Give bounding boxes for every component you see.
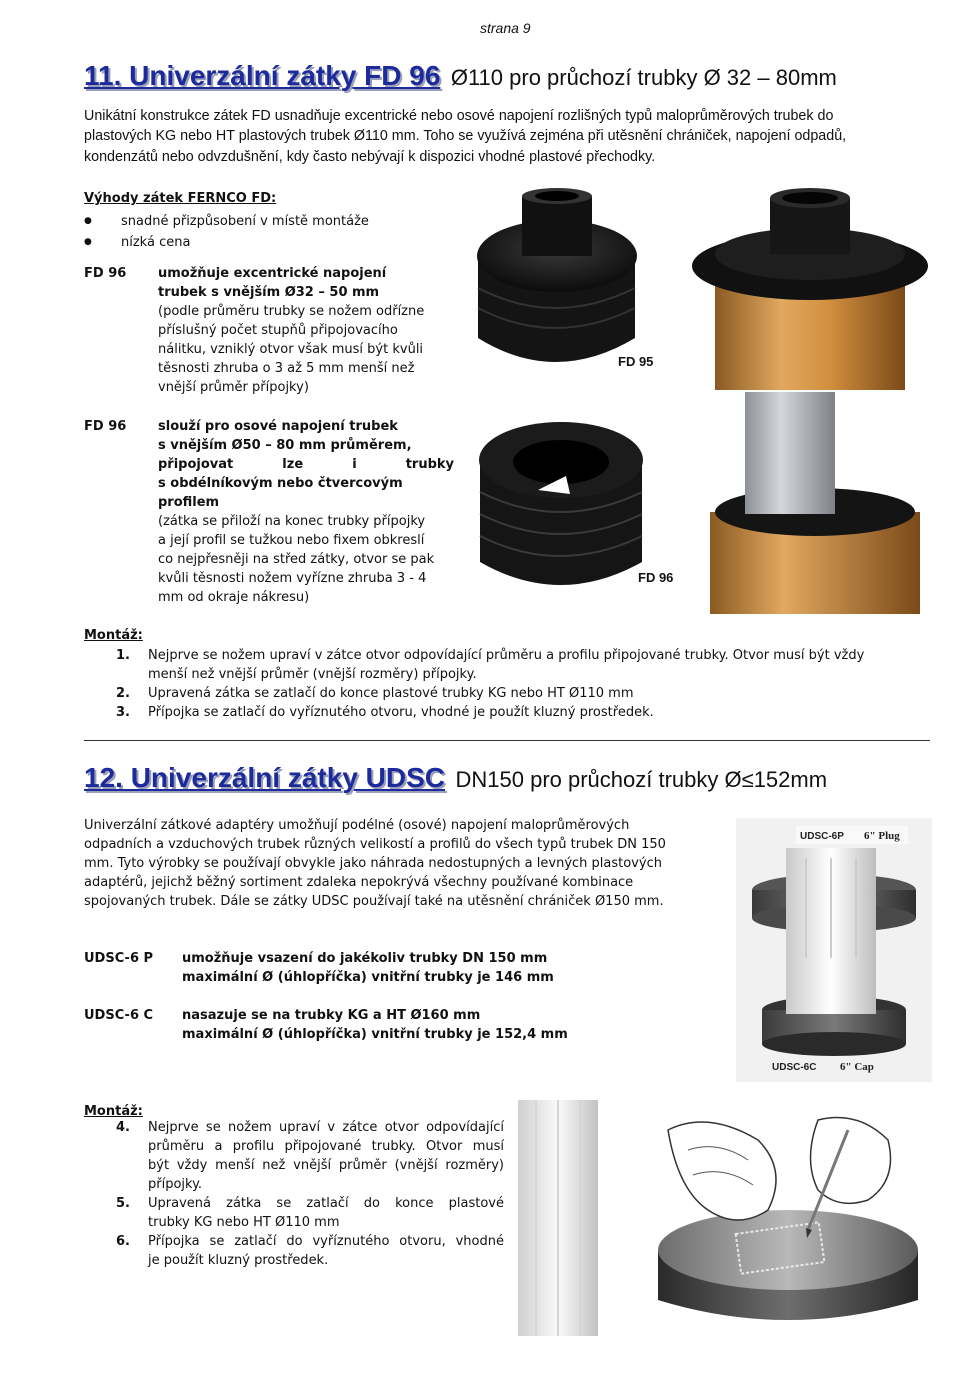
product-line: maximální Ø (úhlopříčka) vnitřní trubky je 146 mm — [182, 970, 554, 985]
fd96-label: FD 96 — [638, 570, 674, 585]
section-divider — [84, 740, 930, 741]
product-line: (podle průměru trubky se nožem odřízne — [158, 304, 425, 319]
step-number: 1. — [116, 648, 130, 663]
advantages-heading: Výhody zátek FERNCO FD: — [84, 191, 277, 206]
product-description — [158, 264, 454, 397]
intro-line: Unikátní konstrukce zátek FD usnadňuje excentrické nebo osové napojení rozlišných typů maloprůměrových trubek do — [84, 108, 834, 124]
product-bold-line: s vnějším Ø50 – 80 mm průměrem, — [158, 438, 412, 453]
product-code: FD 96 — [84, 419, 127, 434]
section-12-title-sub: DN150 pro průchozí trubky Ø≤152mm — [455, 767, 828, 792]
step-line: trubky KG nebo HT Ø110 mm — [148, 1215, 340, 1230]
product-bold-line: trubek s vnějším Ø32 – 50 mm — [158, 285, 380, 300]
fd96-illustration — [470, 392, 930, 614]
step-line: Přípojka se zatlačí do vyříznutého otvoru, vhodné je použít kluzný prostředek. — [148, 705, 654, 720]
product-line: maximální Ø (úhlopříčka) vnitřní trubky je 152,4 mm — [182, 1027, 568, 1042]
udsc-6p-plug-label: 6" Plug — [864, 830, 900, 842]
intro-line: Univerzální zátkové adaptéry umožňují podélné (osové) napojení maloprůměrových — [84, 818, 630, 833]
section-11-title — [84, 60, 837, 92]
step-line: Nejprve se nožem upraví v zátce otvor odpovídající průměru a profilu připojované trubky. Otvor musí být vždy — [148, 648, 865, 663]
product-bold-line: slouží pro osové napojení trubek — [158, 419, 398, 434]
intro-line: mm. Tyto výrobky se používají obvykle jako náhrada nedostupných a levných plastových — [84, 856, 662, 871]
advantage-item: ● snadné přizpůsobení v místě montáže — [84, 211, 464, 232]
product-code: UDSC-6 C — [84, 1008, 154, 1023]
step-line: Upravená zátka se zatlačí do konce plastové trubky KG nebo HT Ø110 mm — [148, 686, 634, 701]
montaz-block-2 — [84, 1102, 514, 1270]
montaz-heading: Montáž: — [84, 1104, 143, 1119]
product-line: nálitku, vzniklý otvor však musí být kvůli — [158, 342, 424, 357]
step-number: 2. — [116, 686, 130, 701]
product-description — [158, 417, 454, 607]
installation-illustration — [518, 1100, 928, 1336]
intro-line: plastových KG nebo HT plastových trubek Ø110 mm. Toho se využívá zejména při utěsnění chrániček, napojení odpadů, — [84, 128, 847, 145]
section-12-title-main: 12. Univerzální zátky UDSC — [84, 762, 446, 793]
intro-line: odpadních a vzduchových trubek různých velikostí a profilů do všech typů trubek DN 150 — [84, 837, 666, 852]
step-line: menší než vnější průměr (vnější rozměry) přípojky. — [148, 667, 477, 682]
step-line: přípojky. — [148, 1177, 203, 1192]
intro-line: adaptérů, jejichž běžný sortiment zdaleka nepokrývá všechny používané kombinace — [84, 875, 634, 890]
step-line: je použít kluzný prostředek. — [148, 1253, 329, 1268]
product-line: mm od okraje nákresu) — [158, 590, 310, 605]
section-11-title-sub: Ø110 pro průchozí trubky Ø 32 – 80mm — [450, 65, 837, 90]
product-bold-line: umožňuje excentrické napojení — [158, 266, 387, 281]
product-bold-line: profilem — [158, 495, 220, 510]
step-item — [116, 1194, 514, 1232]
step-line: Upravená zátka se zatlačí do konce plastové — [148, 1196, 504, 1211]
step-line: Nejprve se nožem upraví v zátce otvor odpovídající — [148, 1120, 504, 1135]
step-item — [116, 703, 944, 722]
product-line: a její profil se tužkou nebo fixem obkreslí — [158, 533, 425, 548]
product-description — [182, 1006, 568, 1044]
product-line: co nejpřesněji na střed zátky, otvor se pak — [158, 552, 435, 567]
fd95-illustration — [470, 188, 930, 390]
udsc-6c-label: UDSC-6C — [772, 1062, 817, 1073]
section-12-intro — [84, 816, 722, 911]
product-line: nasazuje se na trubky KG a HT Ø160 mm — [182, 1008, 481, 1023]
product-description — [182, 949, 554, 987]
product-line: příslušný počet stupňů připojovacího — [158, 323, 398, 338]
fd95-label: FD 95 — [618, 354, 654, 369]
udsc-6p-label: UDSC-6P — [800, 831, 844, 842]
product-bold-line: připojovat lze i trubky — [158, 457, 454, 472]
advantages-block — [84, 189, 464, 253]
section-12-title — [84, 762, 827, 794]
step-number: 6. — [116, 1234, 130, 1249]
step-number: 3. — [116, 705, 130, 720]
product-code: UDSC-6 P — [84, 951, 154, 966]
intro-line: spojovaných trubek. Dále se zátky UDSC používají také na utěsnění chrániček Ø150 mm. — [84, 894, 664, 909]
step-number: 4. — [116, 1120, 130, 1135]
udsc-illustration — [736, 818, 932, 1082]
product-code: FD 96 — [84, 266, 127, 281]
step-line: průměru a profilu připojované trubky. Otvor musí — [148, 1139, 504, 1154]
step-line: Přípojka se zatlačí do vyříznutého otvoru, vhodné — [148, 1234, 504, 1249]
page-number: strana 9 — [480, 20, 531, 36]
montaz-block-1 — [84, 626, 944, 722]
intro-line: kondenzátů nebo odvzdušnění, kdy často nebývají k dispozici vhodné plastové přechodky. — [84, 148, 656, 165]
section-11-title-main: 11. Univerzální zátky FD 96 — [84, 60, 441, 91]
step-item — [116, 646, 944, 684]
step-item — [116, 684, 944, 703]
product-line: těsnosti zhruba o 3 až 5 mm menší než — [158, 361, 415, 376]
step-number: 5. — [116, 1196, 130, 1211]
product-line: vnější průměr přípojky) — [158, 380, 309, 395]
step-item — [116, 1232, 514, 1270]
udsc-6c-cap-label: 6" Cap — [840, 1061, 874, 1073]
fd96-product-image — [470, 392, 930, 614]
product-bold-line: s obdélníkovým nebo čtvercovým — [158, 476, 403, 491]
product-line: kvůli těsnosti nožem vyřízne zhruba 3 - 4 — [158, 571, 427, 586]
udsc-product-image — [736, 818, 932, 1082]
step-line: být vždy menší než vnější průměr (vnější rozměry) — [148, 1158, 504, 1173]
product-line: umožňuje vsazení do jakékoliv trubky DN 150 mm — [182, 951, 548, 966]
step-item — [116, 1118, 514, 1194]
advantage-item: ● nízká cena — [84, 232, 464, 253]
montaz-heading: Montáž: — [84, 628, 143, 643]
section-11-intro — [84, 106, 944, 167]
fd95-product-image — [470, 188, 930, 390]
installation-image — [518, 1100, 928, 1336]
product-line: (zátka se přiloží na konec trubky přípojky — [158, 514, 426, 529]
